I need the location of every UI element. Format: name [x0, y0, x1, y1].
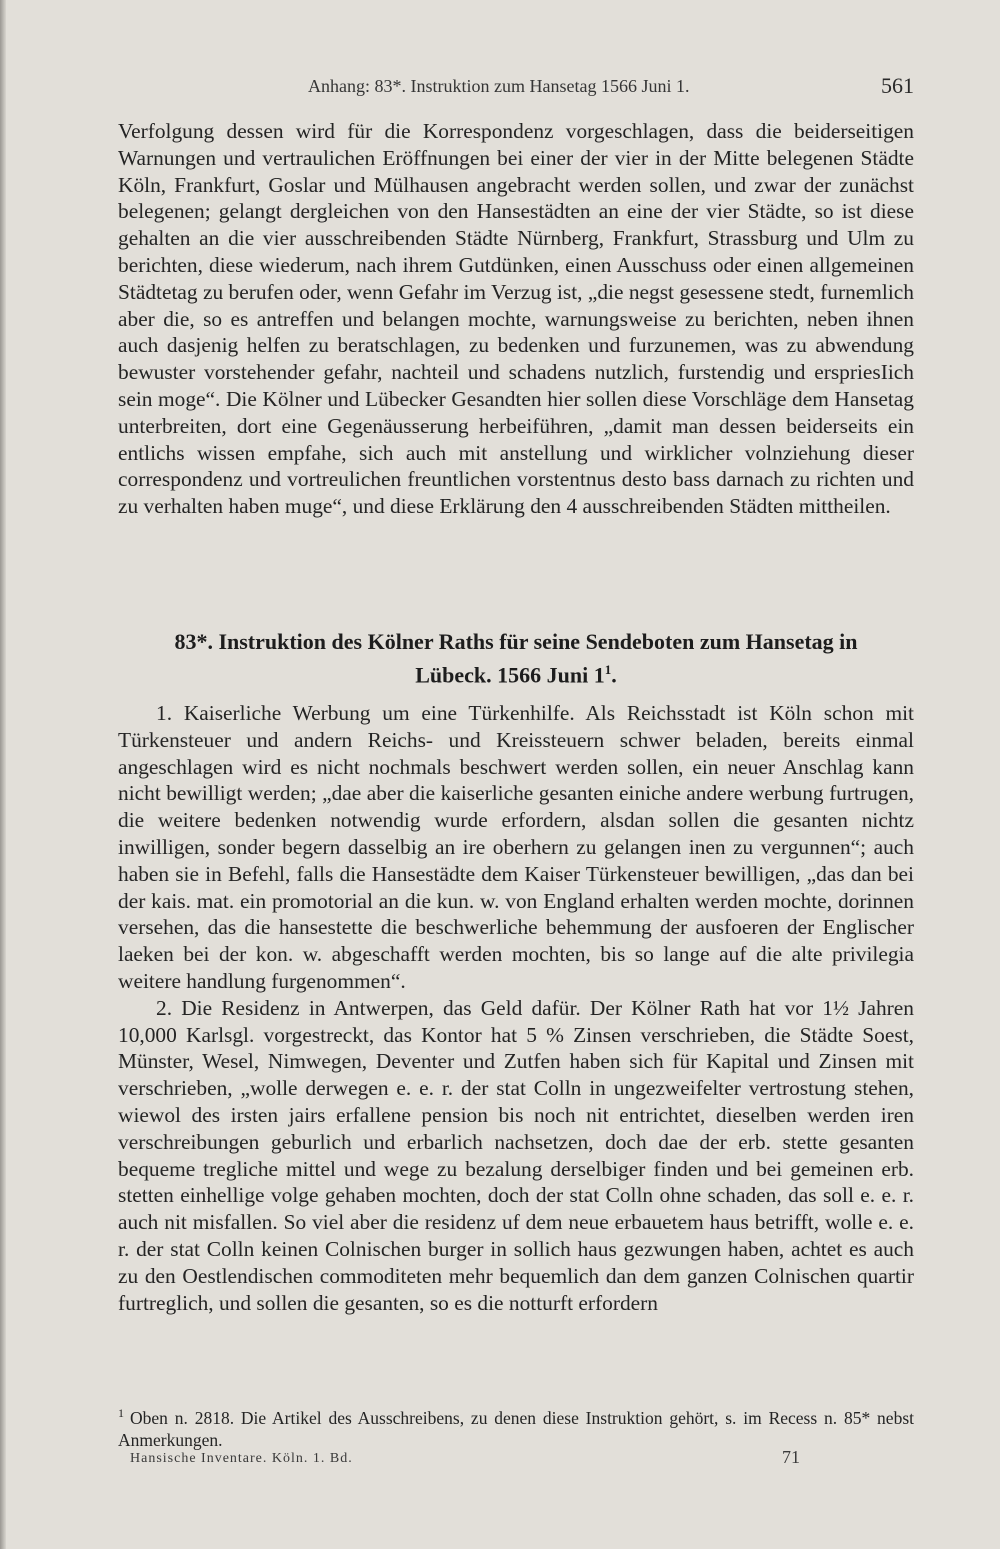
item-1-text: Als Reichsstadt ist Köln schon mit Türkensteuer und andern Reichs- und Kreissteuern schwer beladen, bereits einmal angeschlagen wird es nicht nochmals beschwert werden sollen, ein neuer Anschlag kann nicht bewilligt werden; „dae aber die kaiserliche gesanten einiche andere werbung furtrugen, die weitere bedenken notwendig wurde erfordern, alsdan sollen die gesanten nichtz inwilligen, sonder begern dasselbig an ire oberhern zu gelangen inen zu vergunnen“; auch haben sie in Befehl, falls die Hansestädte dem Kaiser Türkensteuer bewilligen, „das dan bei der kais. mat. ein promotorial an die kun. w. von England erhalten werden mochte, dorinnen versehen, das die hansestette die beschwerliche behemmung der ausfoeren der Englischer laeken bei der kon. w. abgeschafft werden mochten, bis so lange auf die alte privilegia weitere handlung furgenommen“.	[118, 701, 914, 993]
footnote-text: Oben n. 2818. Die Artikel des Ausschreibens, zu denen diese Instruktion gehört, s. im Recess n. 85* nebst Anmerkungen.	[118, 1407, 914, 1450]
running-header	[118, 68, 914, 108]
continued-paragraph	[118, 118, 914, 520]
section-heading-line-1: 83*. Instruktion des Kölner Raths für seine Sendeboten zum Hansetag in	[174, 629, 858, 654]
section-heading-line-2	[118, 656, 914, 689]
page-footer	[130, 1447, 800, 1471]
section-heading	[118, 628, 914, 689]
footnote-mark: 1	[118, 1406, 124, 1420]
section-body	[118, 700, 914, 1316]
page-number: 561	[881, 73, 914, 98]
running-title: Anhang: 83*. Instruktion zum Hansetag 1566 Juni 1.	[308, 76, 690, 96]
section-heading-line-2-text: Lübeck. 1566 Juni 1	[415, 662, 605, 688]
item-2-heading: 2. Die Residenz in Antwerpen, das Geld dafür.	[156, 995, 581, 1020]
item-1	[118, 700, 914, 995]
section-heading-end: .	[611, 662, 617, 688]
paragraph-text: Verfolgung dessen wird für die Korrespondenz vorgeschlagen, dass die beiderseitigen Warnungen und vertraulichen Eröffnungen bei einer der vier in der Mitte belegenen Städte Köln, Frankfurt, Goslar und Mülhausen angebracht werden sollen, und zwar der zunächst belegenen; gelangt dergleichen von den Hansestädten an eine der vier Städte, so ist diese gehalten an die vier ausschreibenden Städte Nürnberg, Frankfurt, Strassburg und Ulm zu berichten, diese wiederum, nach ihrem Gutdünken, einen Ausschuss oder einen allgemeinen Städtetag zu berufen oder, wenn Gefahr im Verzug ist, „die negst gesessene stedt, furnemlich aber die, so es antreffen und belangen mochte, warnungsweise zu berichten, neben ihnen auch dasjenig helfen zu beratschlagen, zu bedenken und furzunemen, was zu abwendung bewuster vorstehender gefahr, nachteil und schadens nutzlich, furstendig und erspriesIich sein moge“. Die Kölner und Lübecker Gesandten hier sollen diese Vorschläge dem Hansetag unterbreiten, dort eine Gegenäusserung herbeiführen, „damit man dessen beiderseits ein entlichs wissen empfahe, sich auch mit anstellung und wirklicher volnziehung dieser correspondenz und vortreulichen freuntlichen vorstentnus desto bass darnach zu richten und zu verhalten haben muge“, und diese Erklärung den 4 ausschreibenden Städten mittheilen.	[118, 119, 914, 519]
footer-series-title: Hansische Inventare. Köln. 1. Bd.	[130, 1451, 353, 1466]
item-1-heading: 1. Kaiserliche Werbung um eine Türkenhilfe.	[156, 701, 575, 725]
footnote-reference: 1	[604, 662, 612, 677]
footnote	[118, 1402, 914, 1451]
item-2	[118, 995, 914, 1317]
signature-number: 71	[782, 1447, 800, 1467]
page-edge-shadow	[0, 0, 6, 1549]
item-2-text: Der Kölner Rath hat vor 1½ Jahren 10,000 Karlsgl. vorgestreckt, das Kontor hat 5 % Zinsen verschrieben, die Städte Soest, Münster, Wesel, Nimwegen, Deventer und Zutfen haben sich für Kapital und Zinsen mit verschrieben, „wolle derwegen e. e. r. der stat Colln in ungezweifelter vertrostung stehen, wiewol des irsten jairs erfallene pension bis noch nit entrichtet, dieselben werden iren verschreibungen geburlich und erbarlich nachsetzen, doch dae der erb. stette gesanten bequeme tregliche mittel und wege zu bezalung derselbiger finden und bei gemeinen erb. stetten einhellige volge gehaben mochten, doch der stat Colln ohne schaden, das soll e. e. r. auch nit misfallen. So viel aber die residenz uf dem neue erbauetem haus betrifft, wolle e. e. r. der stat Colln keinen Colnischen burger in sollich haus gezwungen haben, achtet es auch zu den Oestlendischen commoditeten mehr bequemlich dan dem ganzen Colnischen quartir furtreglich, und sollen die gesanten, so es die notturft erfordern	[118, 995, 914, 1315]
